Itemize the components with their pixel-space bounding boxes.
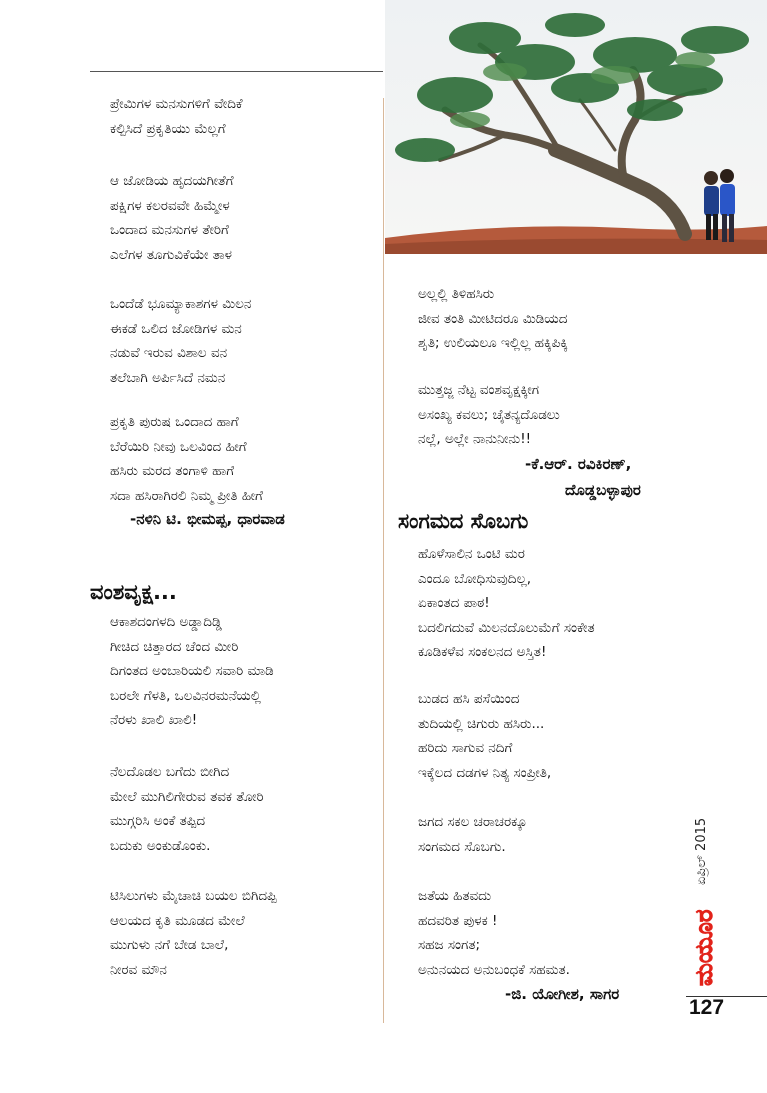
poem-line: ನಲ್ಲೆ, ಅಲ್ಲೇ ನಾನುನೀನು!! (418, 431, 532, 447)
poem-line: ಜತೆಯ ಹಿತವದು (418, 888, 492, 904)
sangama-stanza-4 (418, 884, 570, 982)
vamsha-stanza-2 (110, 760, 264, 858)
poem-line: ಬುಡದ ಹಸಿ ಪಸೆಯಿಂದ (418, 691, 520, 707)
poem-line: ಇಕ್ಕೆಲದ ದಡಗಳ ನಿತ್ಯ ಸಂಪ್ರೀತಿ, (418, 764, 552, 781)
sangama-title: ಸಂಗಮದ ಸೊಬಗು (398, 509, 529, 533)
vamsha-stanza-1 (110, 610, 274, 733)
left-poem-stanza-2 (110, 169, 234, 267)
poem-line: ತುದಿಯಲ್ಲಿ ಚಿಗುರು ಹಸಿರು... (418, 715, 545, 732)
poem-line: ಸಂಗಮದ ಸೊಬಗು. (418, 838, 506, 855)
left-poem-author: -ನಳಿನಿ ಟಿ. ಭೀಮಪ್ಪ, ಧಾರವಾಡ (130, 510, 285, 528)
poem-line: ಈಕಡೆ ಒಲಿದ ಜೋಡಿಗಳ ಮನ (110, 320, 242, 337)
issue-date (694, 805, 714, 885)
poem-line: ಆಕಾಶದಂಗಳದಿ ಅಡ್ಡಾದಿಡ್ಡಿ (110, 614, 223, 630)
poem-line: ಮುತ್ತಜ್ಜ ನೆಟ್ಟ ವಂಶವೃಕ್ಷಕ್ಕೀಗ (418, 382, 540, 398)
poem-line: ಎಲೆಗಳ ತೂಗುವಿಕೆಯೇ ತಾಳ (110, 246, 232, 263)
poem-line: ಟಿಸಿಲುಗಳು ಮೈಚಾಚಿ ಬಯಲ ಬಿಗಿದಪ್ಪಿ (110, 888, 277, 904)
vamsha-author-place: ದೊಡ್ಡಬಳ್ಳಾಪುರ (565, 481, 641, 499)
poem-line: ಬರಲೇ ಗೆಳತಿ, ಒಲವಿನರಮನೆಯಲ್ಲಿ (110, 687, 261, 704)
vamsha-author-name: -ಕೆ.ಆರ್. ರವಿಕಿರಣ್, (525, 455, 632, 473)
poem-line: ಆ ಜೋಡಿಯ ಹೃದಯಗೀತೆಗೆ (110, 173, 234, 189)
column-divider (383, 98, 384, 1023)
mayura-logo-text: ಮಯೂರ (690, 909, 718, 986)
left-poem-stanza-4 (110, 410, 263, 508)
poem-line: ಎಂದೂ ಬೋಧಿಸುವುದಿಲ್ಲ, (418, 570, 532, 587)
poem-line: ಬೆರೆಯಿರಿ ನೀವು ಒಲವಿಂದ ಹೀಗೆ (110, 438, 247, 455)
poem-line: ಬದಲಿಗದುವೆ ಮಿಲನದೊಲುಮೆಗೆ ಸಂಕೇತ (418, 619, 595, 636)
sangama-stanza-3 (418, 810, 527, 859)
poem-line: ಏಕಾಂತದ ಪಾಠ! (418, 595, 490, 611)
poem-line: ಮುಗುಳು ನಗೆ ಬೇಡ ಬಾಲೆ, (110, 937, 229, 953)
poem-line: ಪಕ್ಷಿಗಳ ಕಲರವವೇ ಹಿಮ್ಮೇಳ (110, 197, 230, 214)
poem-line: ಪ್ರಕೃತಿ ಪುರುಷ ಒಂದಾದ ಹಾಗೆ (110, 414, 239, 430)
poem-line: ಸಹಜ ಸಂಗತ; (418, 937, 481, 953)
poem-line: ಜಗದ ಸಕಲ ಚರಾಚರಕ್ಕೂ (418, 814, 528, 830)
poem-line: ಅಲ್ಲಲ್ಲಿ ತಿಳಿಹಸಿರು (418, 286, 495, 302)
poem-line: ಮುಗ್ಗರಿಸಿ ಅಂಕೆ ತಪ್ಪಿದ (110, 813, 206, 829)
poem-line: ಪ್ರೇಮಿಗಳ ಮನಸುಗಳಿಗೆ ವೇದಿಕೆ (110, 96, 243, 112)
poem-line: ಶೃತಿ; ಉಲಿಯಲೂ ಇಲ್ಲಿಲ್ಲ ಹಕ್ಕಿಪಿಕ್ಕಿ (418, 335, 568, 351)
poem-line: ದಿಗಂತದ ಅಂಬಾರಿಯಲಿ ಸವಾರಿ ಮಾಡಿ (110, 663, 274, 679)
top-rule (90, 71, 383, 72)
poem-line: ಸದಾ ಹಸಿರಾಗಿರಲಿ ನಿಮ್ಮ ಪ್ರೀತಿ ಹೀಗೆ (110, 487, 263, 504)
vamsha-continuation-2 (418, 378, 560, 452)
left-poem-stanza-1 (110, 92, 243, 141)
poem-line: ಅನುನಯದ ಅನುಬಂಧಕೆ ಸಹಮತ. (418, 961, 570, 978)
poem-line: ಮೇಲೆ ಮುಗಿಲಿಗೇರುವ ತವಕ ತೋರಿ (110, 788, 264, 805)
poem-line: ಹರಿದು ಸಾಗುವ ನದಿಗೆ (418, 740, 513, 756)
poem-line: ಜೀವ ತಂತಿ ಮೀಟಿದರೂ ಮಿಡಿಯದ (418, 310, 568, 327)
sangama-author: -ಜಿ. ಯೋಗೀಶ, ಸಾಗರ (505, 985, 620, 1003)
mayura-logo-icon (686, 892, 718, 988)
photo-illustration (385, 0, 767, 254)
left-poem-stanza-3 (110, 292, 251, 390)
poem-line: ನೆರಳು ಖಾಲಿ ಖಾಲಿ! (110, 712, 198, 728)
poem-line: ಹಸಿರು ಮರದ ತಂಗಾಳಿ ಹಾಗೆ (110, 463, 235, 479)
sangama-stanza-2 (418, 687, 551, 785)
vamsha-continuation-1 (418, 282, 568, 356)
poem-line: ಅಸಂಖ್ಯ ಕವಲು; ಚೈತನ್ಯದೊಡಲು (418, 406, 560, 423)
magazine-logo (686, 892, 718, 988)
poem-line: ಬದುಕು ಅಂಕುಡೊಂಕು. (110, 837, 211, 854)
poem-line: ಆಲಯದ ಕೃತಿ ಮೂಡದ ಮೇಲೆ (110, 912, 245, 929)
poem-line: ಕೂಡಿಕಳೆವ ಸಂಕಲನದ ಅಸ್ತಿತ! (418, 644, 547, 660)
poem-line: ಹದವರಿತ ಪುಳಕ ! (418, 912, 498, 929)
tree-couple-photo (385, 0, 767, 254)
poem-line: ನಡುವೆ ಇರುವ ವಿಶಾಲ ವನ (110, 345, 228, 361)
poem-line: ಒಂದೆಡೆ ಭೂಮ್ಯಾಕಾಶಗಳ ಮಿಲನ (110, 296, 252, 312)
poem-line: ಗೀಚಿದ ಚಿತ್ತಾರದ ಚೆಂದ ಮೀರಿ (110, 638, 239, 655)
poem-line: ನೀರವ ಮೌನ (110, 961, 167, 978)
vamsha-stanza-3 (110, 884, 277, 982)
poem-line: ಹೊಳೆಸಾಲಿನ ಒಂಟಿ ಮರ (418, 546, 525, 562)
poem-line: ತಲೆಬಾಗಿ ಅರ್ಪಿಸಿದೆ ನಮನ (110, 369, 226, 386)
vamsha-title: ವಂಶವೃಕ್ಷ... (90, 580, 177, 604)
poem-line: ಒಂದಾದ ಮನಸುಗಳ ತೇರಿಗೆ (110, 222, 229, 238)
page-number: 127 (689, 996, 725, 1019)
poem-line: ನೆಲದೊಡಲ ಬಗೆದು ಬೀಗಿದ (110, 764, 230, 780)
sangama-stanza-1 (418, 542, 595, 665)
issue-date-text: ಏಪ್ರಿಲ್ 2015 (694, 817, 709, 885)
poem-line: ಕಲ್ಪಿಸಿದೆ ಪ್ರಕೃತಿಯು ಮೆಲ್ಲಗೆ (110, 120, 226, 137)
